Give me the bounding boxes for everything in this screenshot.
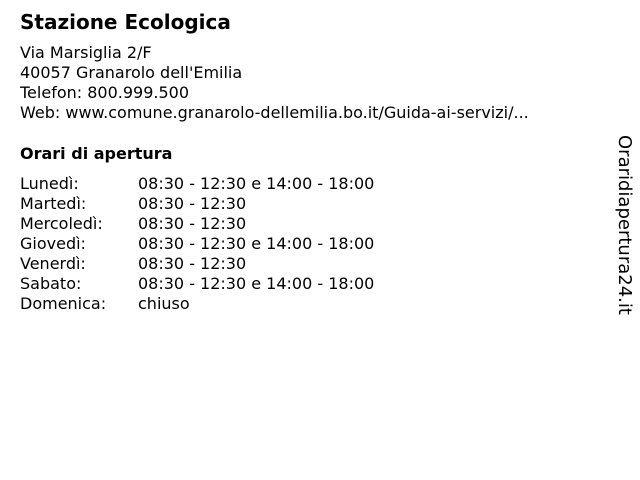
day-label: Mercoledì: (20, 214, 103, 233)
time-value: 08:30 - 12:30 (138, 254, 247, 273)
day-label: Lunedì: (20, 174, 79, 193)
day-label: Domenica: (20, 294, 107, 313)
day-label: Martedì: (20, 194, 87, 213)
day-label: Sabato: (20, 274, 82, 293)
city-line: 40057 Granarolo dell'Emilia (20, 63, 243, 82)
time-value: 08:30 - 12:30 (138, 214, 247, 233)
time-value: 08:30 - 12:30 e 14:00 - 18:00 (138, 274, 375, 293)
address-block (20, 43, 529, 123)
time-value: 08:30 - 12:30 (138, 194, 247, 213)
place-title: Stazione Ecologica (20, 10, 231, 34)
day-label: Venerdì: (20, 254, 86, 273)
web-line: Web: www.comune.granarolo-dellemilia.bo.it/Guida-ai-servizi/... (20, 103, 529, 122)
phone-line: Telefon: 800.999.500 (20, 83, 190, 102)
time-value: chiuso (138, 294, 190, 313)
time-value: 08:30 - 12:30 e 14:00 - 18:00 (138, 234, 375, 253)
time-value: 08:30 - 12:30 e 14:00 - 18:00 (138, 174, 375, 193)
day-label: Giovedì: (20, 234, 86, 253)
hours-heading: Orari di apertura (20, 144, 173, 163)
brand-watermark: Oraridiapertura24.it (614, 135, 635, 315)
street-address: Via Marsiglia 2/F (20, 43, 152, 62)
